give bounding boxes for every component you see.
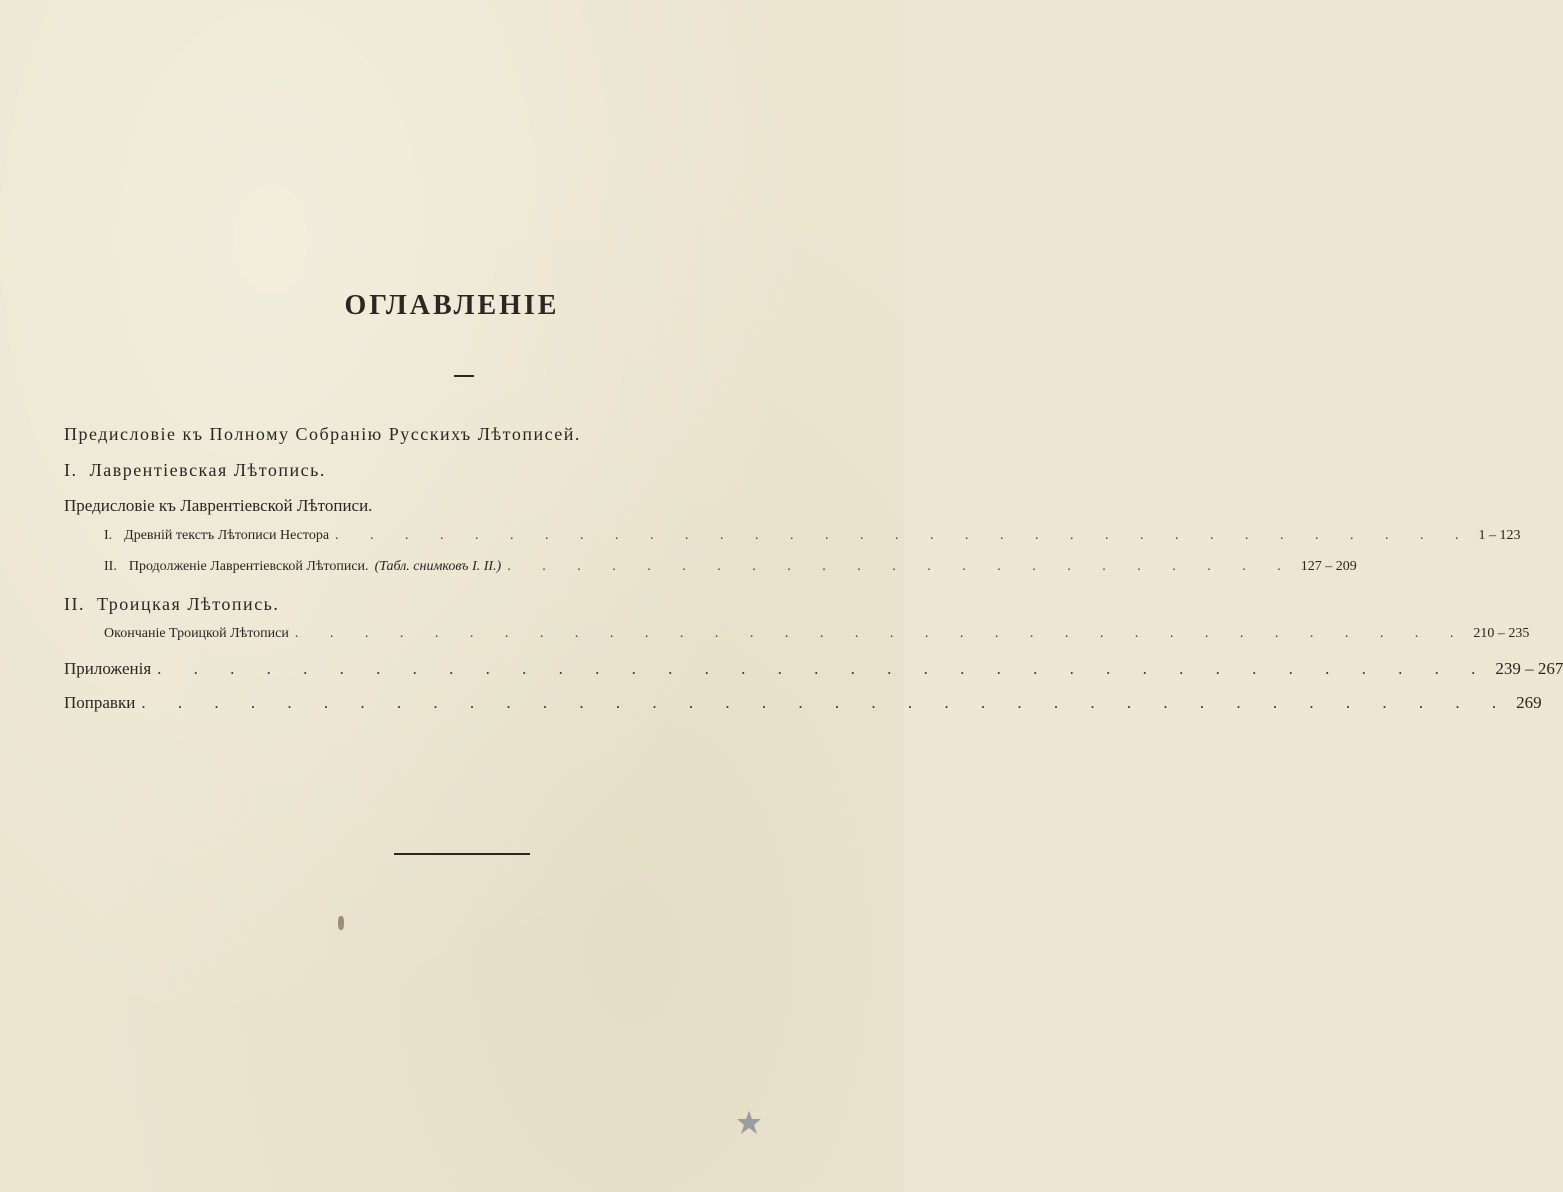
toc-entry-pages: 239 – 267 [1495,659,1563,678]
toc-entry-part1 [64,460,864,481]
closing-rule-divider [394,853,530,855]
toc-entry-pages: 127 – 209 [1300,559,1357,574]
toc-entry-title: Предисловіе къ Лаврентіевской Лѣтописи. [64,496,373,515]
dot-leader: . . . . . . . . . . . . . . . . . . . . . . . . . . . . . . . . . . . . . [157,659,1490,678]
title-dash-divider [454,375,474,377]
toc-entry-title: Древній текстъ Лѣтописи Нестора [124,528,330,543]
toc-entry-pages: 210 – 235 [1473,626,1530,641]
toc-entry-item-2 [104,559,1357,575]
dot-leader: . . . . . . . . . . . . . . . . . . . . . . . . . . . . . . . . . [335,528,1473,543]
dot-leader: . . . . . . . . . . . . . . . . . . . . . . . [507,559,1295,574]
ink-stamp-star-icon [736,1110,762,1136]
toc-entry-title: Предисловіе къ Полному Собранію Русскихъ Лѣтописей. [64,424,581,444]
toc-entry-number: II. [64,594,85,614]
toc-entry-number: I. [64,460,78,480]
toc-entry-pages: 269 [1516,693,1542,712]
toc-entry-ending-trinity [104,626,1530,642]
toc-entry-number: I. [104,528,113,543]
toc-entry-pages: 1 – 123 [1478,528,1521,543]
toc-entry-note: (Табл. снимковъ I. II.) [374,559,502,574]
toc-entry-item-1 [104,528,1521,544]
toc-entry-title: Лаврентіевская Лѣтопись. [89,460,326,480]
toc-entry-title: Окончаніе Троицкой Лѣтописи [104,626,289,641]
dot-leader: . . . . . . . . . . . . . . . . . . . . . . . . . . . . . . . . . . . . . . [141,693,1511,712]
toc-entry-number: II. [104,559,117,574]
paper-stain [338,916,344,930]
toc-entry-preface-laurentian [64,496,864,516]
toc-entry-title: Продолженіе Лаврентіевской Лѣтописи. [128,559,369,574]
dot-leader: . . . . . . . . . . . . . . . . . . . . . . . . . . . . . . . . . . [294,626,1468,641]
toc-entry-title: Приложенія [64,659,152,678]
toc-entry-title: Троицкая Лѣтопись. [97,594,280,614]
toc-entry-title: Поправки [64,693,136,712]
toc-entry-corrections [64,693,1542,713]
page-title: ОГЛАВЛЕНІЕ [344,290,560,321]
toc-entry-preface-general [64,424,864,445]
toc-entry-appendices [64,659,1563,679]
toc-entry-part2 [64,594,864,615]
